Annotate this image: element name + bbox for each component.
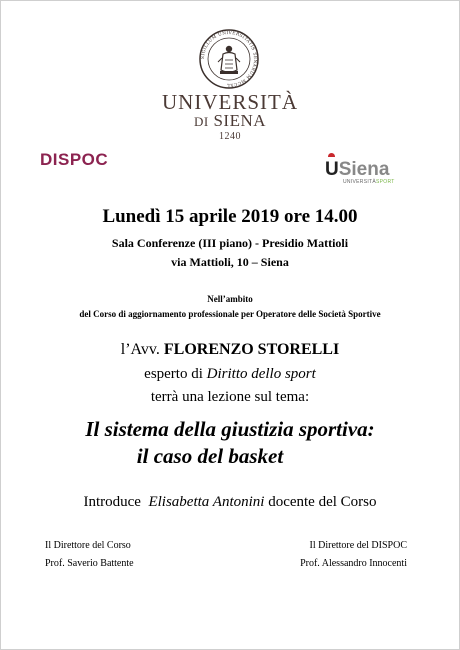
- signature-left: [45, 537, 134, 573]
- speaker-prefix: l’Avv.: [120, 341, 160, 358]
- usiena-wordmark: [325, 160, 405, 179]
- usiena-tag-universita: UNIVERSITÀ: [343, 179, 377, 185]
- speaker-line: [0, 341, 460, 359]
- speaker-expertise: [0, 366, 460, 383]
- expert-prefix: esperto di: [144, 366, 203, 382]
- intro-name: Elisabetta Antonini: [148, 494, 265, 510]
- signature-left-name: Prof. Saverio Battente: [45, 558, 134, 569]
- signature-right-name: Prof. Alessandro Innocenti: [300, 558, 407, 569]
- lesson-line: terrà una lezione sul tema:: [150, 389, 310, 405]
- university-di: DI: [193, 114, 209, 129]
- usiena-siena: Siena: [338, 159, 390, 180]
- topic-title-line1: Il sistema della giustizia sportiva:: [85, 417, 375, 441]
- context-line1: Nell’ambito: [207, 294, 253, 304]
- expert-field: Diritto dello sport: [206, 366, 316, 382]
- intro-line: [0, 494, 460, 511]
- seal-text: SIGILLUM UNIVERSITATIS SENARUM MCCXL: [200, 30, 258, 88]
- intro-suffix: docente del Corso: [268, 494, 377, 510]
- university-siena: SIENA: [213, 111, 267, 130]
- university-year: 1240: [219, 131, 241, 142]
- context-line2: del Corso di aggiornamento professionale per Operatore delle Società Sportive: [79, 309, 381, 319]
- university-name: UNIVERSITÀ: [162, 90, 298, 114]
- usiena-tagline: [343, 179, 405, 185]
- event-room: Sala Conferenze (III piano) - Presidio Mattioli: [111, 236, 349, 250]
- event-address: via Mattioli, 10 – Siena: [171, 255, 289, 269]
- intro-prefix: Introduce: [83, 494, 141, 510]
- university-seal-icon: [198, 28, 260, 90]
- topic-title-line2: il caso del basket: [136, 444, 284, 468]
- event-date: Lunedì 15 aprile 2019 ore 14.00: [102, 206, 358, 227]
- university-city: [0, 111, 460, 131]
- svg-text:SIGILLUM UNIVERSITATIS SENARUM: [201, 31, 257, 87]
- speaker-name: FLORENZO STORELLI: [163, 341, 340, 358]
- dispoc-logo: DISPOC: [40, 150, 109, 169]
- signature-right: [300, 537, 407, 573]
- signature-left-role: Il Direttore del Corso: [45, 540, 131, 551]
- usiena-u: U: [325, 159, 339, 180]
- usiena-logo: [325, 160, 405, 185]
- usiena-tag-sport: SPORT: [376, 179, 395, 185]
- signature-right-role: Il Direttore del DISPOC: [309, 540, 407, 551]
- usiena-dot-icon: [328, 153, 335, 157]
